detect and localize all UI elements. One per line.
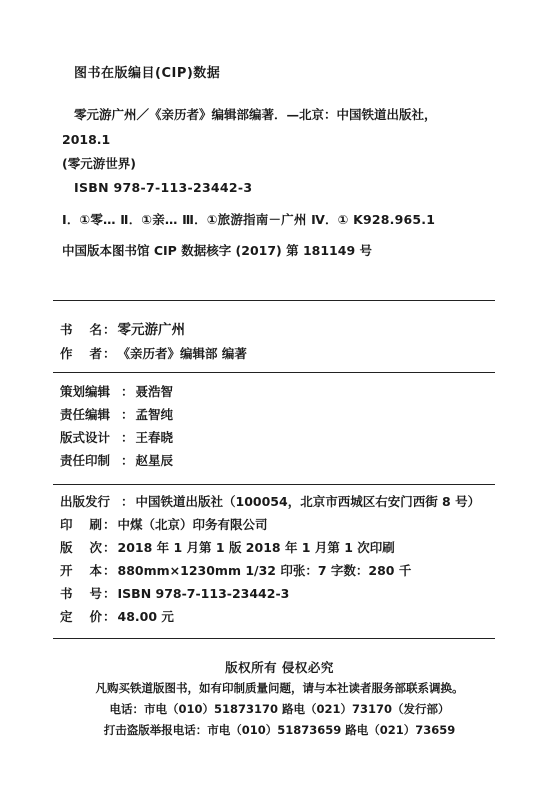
editor-row: 策划编辑 ： 聂浩智	[60, 384, 174, 399]
cip-entry	[62, 102, 512, 152]
edition-row: 版 次 ： 2018 年 1 月第 1 版 2018 年 1 月第 1 次印刷	[60, 540, 395, 555]
printer-label: 印 刷	[60, 517, 102, 532]
phone-line: 电话：市电（010）51873170 路电（021）73170（发行部）	[109, 702, 450, 716]
cip-isbn: ISBN 978-7-113-23442-3	[74, 180, 253, 195]
isbn-label: 书 号	[60, 586, 102, 601]
publisher-value: 中国铁道出版社（100054，北京市西城区右安门西街 8 号）	[135, 494, 481, 509]
divider	[53, 638, 495, 639]
editor-row: 版式设计 ： 王春晓	[60, 430, 174, 445]
format-row: 开 本 ： 880mm×1230mm 1/32 印张：7 字数：280 千	[60, 563, 412, 578]
author-label: 作 者	[60, 346, 102, 361]
author-row: 作 者 ： 《亲历者》编辑部 编著	[60, 346, 247, 361]
edition-label: 版 次	[60, 540, 102, 555]
piracy-report-line: 打击盗版举报电话：市电（010）51873659 路电（021）73659	[103, 723, 456, 737]
book-info	[60, 318, 500, 370]
book-author: 《亲历者》编辑部 编著	[117, 346, 247, 361]
cip-number: 中国版本图书馆 CIP 数据核字 (2017) 第 181149 号	[62, 243, 372, 258]
divider	[53, 372, 495, 373]
printer-value: 中煤（北京）印务有限公司	[117, 517, 268, 532]
editor-label: 版式设计	[60, 430, 111, 445]
editor-value: 孟智纯	[135, 407, 174, 422]
title-row: 书 名 ： 零元游广州	[60, 318, 500, 344]
editor-list	[60, 382, 500, 474]
editor-value: 赵星辰	[135, 453, 174, 468]
quality-notice: 凡购买铁道版图书，如有印制质量问题，请与本社读者服务部联系调换。	[95, 681, 464, 695]
publication-info	[60, 492, 500, 630]
footer	[0, 658, 559, 743]
editor-label: 责任编辑	[60, 407, 111, 422]
cip-entry-line1: 零元游广州／《亲历者》编辑部编著．—北京：中国铁道出版社，	[74, 107, 437, 122]
publisher-label: 出版发行	[60, 494, 111, 509]
cip-entry-line2: 2018.1	[62, 132, 111, 147]
format-value: 880mm×1230mm 1/32 印张：7 字数：280 千	[117, 563, 412, 578]
book-title: 零元游广州	[117, 322, 186, 338]
price-label: 定 价	[60, 609, 102, 624]
divider	[53, 300, 495, 301]
editor-value: 聂浩智	[135, 384, 174, 399]
editor-row: 责任印制 ： 赵星辰	[60, 453, 174, 468]
printer-row: 印 刷 ： 中煤（北京）印务有限公司	[60, 517, 268, 532]
editor-row: 责任编辑 ： 孟智纯	[60, 407, 174, 422]
title-label: 书 名	[60, 322, 102, 337]
divider	[53, 484, 495, 485]
edition-value: 2018 年 1 月第 1 版 2018 年 1 月第 1 次印刷	[117, 540, 395, 555]
isbn-row: 书 号 ： ISBN 978-7-113-23442-3	[60, 586, 290, 601]
format-label: 开 本	[60, 563, 102, 578]
cip-block	[62, 62, 512, 259]
isbn-value: ISBN 978-7-113-23442-3	[117, 586, 290, 601]
editor-label: 策划编辑	[60, 384, 111, 399]
editor-label: 责任印制	[60, 453, 111, 468]
cip-classification: Ⅰ．①零… Ⅱ．①亲… Ⅲ．①旅游指南－广州 Ⅳ．① K928.965.1	[62, 212, 436, 227]
publisher-row: 出版发行 ： 中国铁道出版社（100054，北京市西城区右安门西街 8 号）	[60, 494, 481, 509]
cip-title: 图书在版编目(CIP)数据	[74, 66, 221, 81]
cip-series: (零元游世界)	[62, 156, 136, 171]
price-row: 定 价 ： 48.00 元	[60, 609, 174, 624]
price-value: 48.00 元	[117, 609, 174, 624]
copyright-notice: 版权所有 侵权必究	[225, 660, 334, 675]
editor-value: 王春晓	[135, 430, 174, 445]
